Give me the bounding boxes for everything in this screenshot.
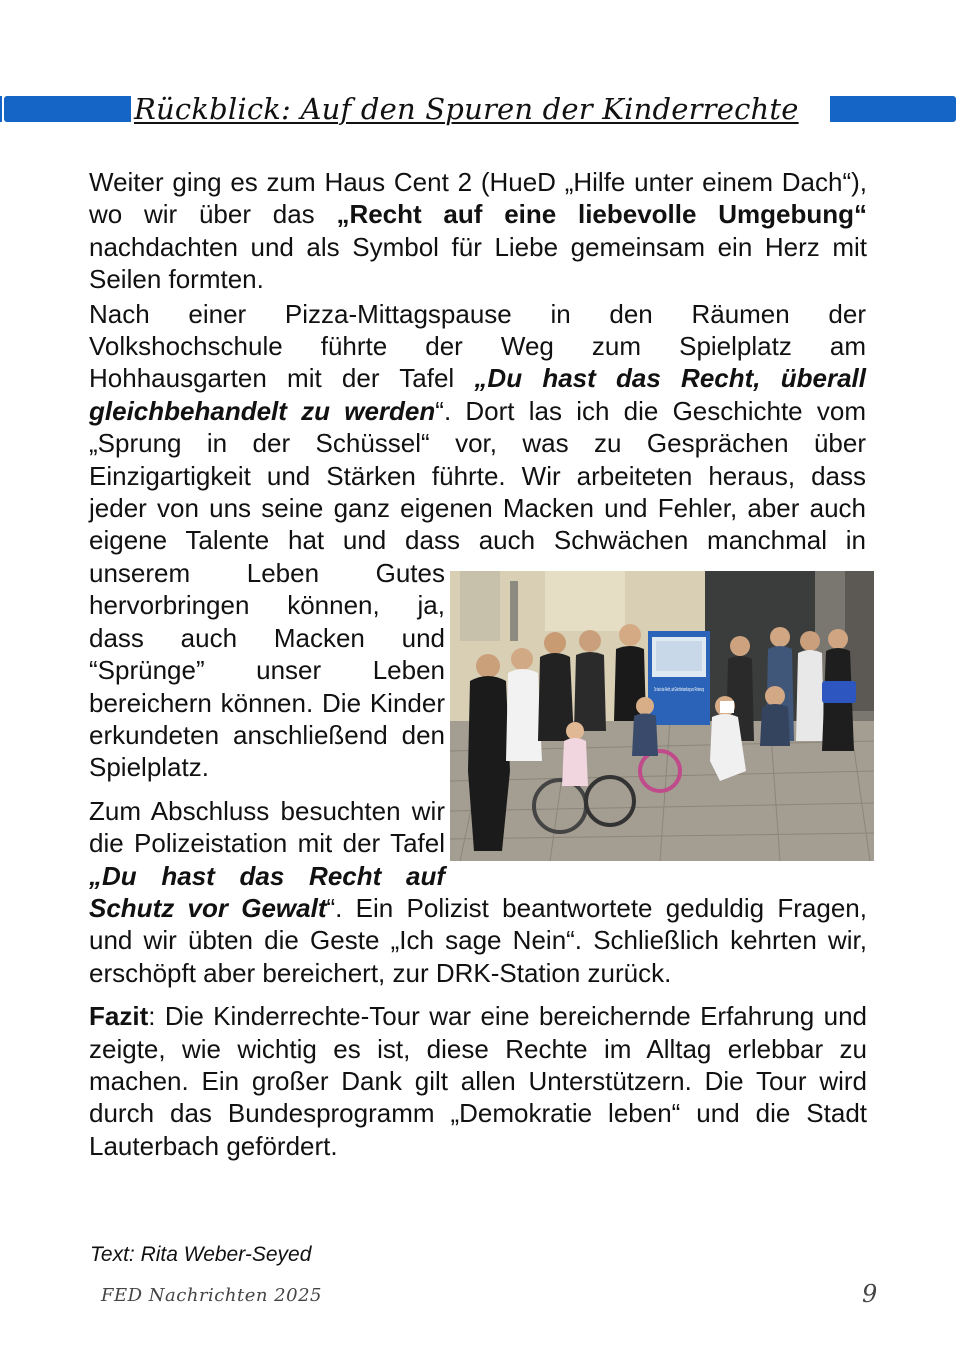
header-bar-left bbox=[4, 96, 131, 122]
text-run: “. Dort las ich die Geschichte vom „Sprung in der Schüssel“ vor, was zu Gesprächen über Einzigartigkeit und Stärken führte. Wir arbeiteten heraus, dass jeder von uns seine ganz eigenen Macken und Fehler, aber auch eigene Talente hat und dass auch Schwächen manchmal in unserem Leben Gutes hervorbringen können, ja, dass auch Macken und “Sprünge” unser Leben bereichern können. Die Kinder erkundeten anschließend den Spielplatz. bbox=[89, 395, 866, 783]
footer-publication: FED Nachrichten 2025 bbox=[101, 1285, 322, 1306]
group-photo-illustration bbox=[450, 571, 874, 861]
bold-label: Fazit bbox=[89, 1001, 149, 1032]
text-run: Weiter ging es zum Haus Cent 2 (HueD „Hilfe unter einem Dach“), wo wir über das bbox=[89, 167, 867, 230]
float-offset bbox=[866, 298, 867, 566]
paragraph-4 bbox=[89, 1000, 867, 1162]
header-bar-right bbox=[830, 96, 956, 122]
text-run: “. Ein Polizist beantwortete geduldig Fragen, und wir übten die Geste „Ich sage Nein“. Schließlich kehrten wir, erschöpft aber bereichert, zur DRK-Station zurück. bbox=[89, 892, 867, 988]
paragraph-1 bbox=[89, 166, 867, 296]
sign-text: Du hast das Recht, auf Gleichbehandlung und Förderung bbox=[654, 687, 705, 693]
section-header bbox=[0, 92, 960, 128]
text-run: nachdachten und als Symbol für Liebe gemeinsam ein Herz mit Seilen formten. bbox=[89, 231, 867, 295]
section-title: Rückblick: Auf den Spuren der Kinderrechte bbox=[134, 92, 799, 126]
page-number: 9 bbox=[862, 1280, 878, 1308]
text-run: Zum Abschluss besuchten wir die Polizeistation mit der Tafel bbox=[89, 795, 445, 859]
bold-italic-phrase: „Du hast das Recht, überall gleichbehandelt zu werden bbox=[89, 363, 866, 426]
text-run: Nach einer Pizza-Mittagspause in den Räumen der Volkshochschule führte der Weg zum Spielplatz am Hohhausgarten mit der Tafel bbox=[89, 298, 866, 394]
bold-phrase: „Recht auf eine liebevolle Umgebung“ bbox=[336, 199, 867, 230]
group-photo bbox=[450, 571, 874, 861]
text-credit: Text: Rita Weber-Seyed bbox=[90, 1243, 312, 1266]
bold-italic-phrase: „Du hast das Recht auf Schutz vor Gewalt bbox=[89, 860, 445, 923]
text-run: : Die Kinderrechte-Tour war eine bereichernde Erfahrung und zeigte, wie wichtig es ist, diese Rechte im Alltag erlebbar zu machen. Ein großer Dank gilt allen Unterstützern. Die Tour wird durch das Bundesprogramm „Demokratie leben“ und die Stadt Lauterbach gefördert. bbox=[89, 1001, 867, 1161]
